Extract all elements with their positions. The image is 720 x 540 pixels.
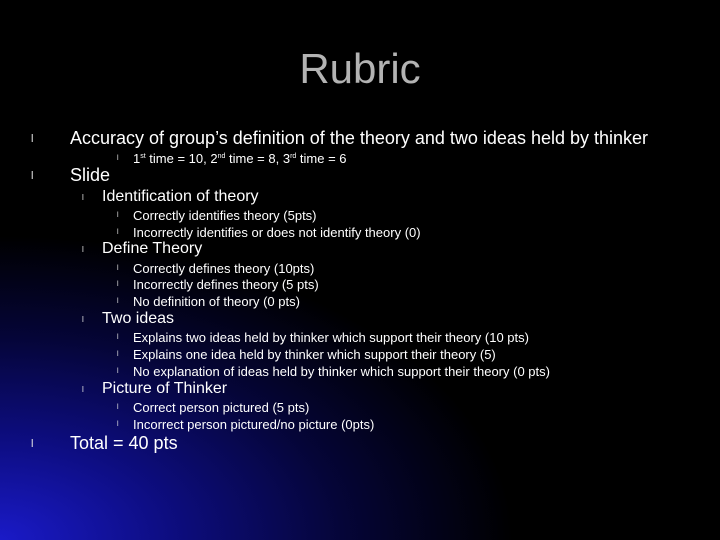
item-text: Total = 40 pts [70, 433, 178, 453]
item-text: Correctly defines theory (10pts) [133, 261, 315, 276]
bullet-item-picture-incorrect [117, 417, 375, 433]
bullet-item-define-incorrect [117, 277, 319, 293]
bullet-icon: l [117, 351, 119, 358]
bullet-icon: l [117, 265, 119, 272]
bullet-icon: l [117, 421, 119, 428]
bullet-icon: l [117, 404, 119, 411]
bullet-icon: l [31, 170, 34, 182]
item-text: 1st time = 10, 2nd time = 8, 3rd time = 6 [133, 151, 347, 166]
bullet-icon: l [117, 212, 119, 219]
bullet-item-slide [31, 165, 111, 185]
bullet-icon: l [117, 298, 119, 305]
bullet-item-define-correct [117, 261, 315, 277]
bullet-item-identification [82, 188, 259, 205]
bullet-item-accuracy-scoring [117, 151, 347, 167]
slide-title: Rubric [299, 45, 421, 92]
bullet-icon: l [82, 245, 84, 254]
bullet-icon: l [31, 133, 34, 145]
bullet-item-define-theory [82, 240, 203, 257]
bullet-icon: l [82, 193, 84, 202]
item-text: Incorrectly defines theory (5 pts) [133, 277, 319, 292]
item-text: Correctly identifies theory (5pts) [133, 208, 317, 223]
bullet-item-two-ideas [82, 310, 175, 327]
bullet-icon: l [117, 155, 119, 162]
bullet-icon: l [117, 334, 119, 341]
item-text: Picture of Thinker [102, 380, 228, 397]
bullet-item-define-none [117, 294, 300, 310]
item-text: No explanation of ideas held by thinker which support their theory (0 pts) [133, 364, 550, 379]
item-text: Define Theory [102, 240, 203, 257]
item-text: Incorrectly identifies or does not identify theory (0) [133, 225, 421, 240]
item-text: Accuracy of group’s definition of the theory and two ideas held by thinker [70, 128, 649, 148]
bullet-item-picture [82, 380, 228, 397]
item-text: Correct person pictured (5 pts) [133, 400, 310, 415]
bullet-item-picture-correct [117, 400, 310, 416]
item-text: Explains two ideas held by thinker which support their theory (10 pts) [133, 330, 529, 345]
bullet-item-total [31, 433, 178, 453]
bullet-icon: l [117, 368, 119, 375]
bullet-icon: l [31, 438, 34, 450]
bullet-item-identification-incorrect [117, 225, 421, 241]
bullet-item-two-ideas-both [117, 330, 529, 346]
bullet-item-two-ideas-none [117, 364, 550, 380]
item-text: Incorrect person pictured/no picture (0pts) [133, 417, 375, 432]
bullet-item-accuracy [31, 128, 649, 148]
bullet-icon: l [117, 281, 119, 288]
bullet-item-two-ideas-one [117, 347, 496, 363]
item-text: Slide [70, 165, 111, 185]
bullet-item-identification-correct [117, 208, 317, 224]
item-text: Identification of theory [102, 188, 259, 205]
item-text: Two ideas [102, 310, 175, 327]
item-text: No definition of theory (0 pts) [133, 294, 300, 309]
bullet-icon: l [82, 315, 84, 324]
item-text: Explains one idea held by thinker which support their theory (5) [133, 347, 496, 362]
bullet-icon: l [82, 385, 84, 394]
bullet-icon: l [117, 229, 119, 236]
